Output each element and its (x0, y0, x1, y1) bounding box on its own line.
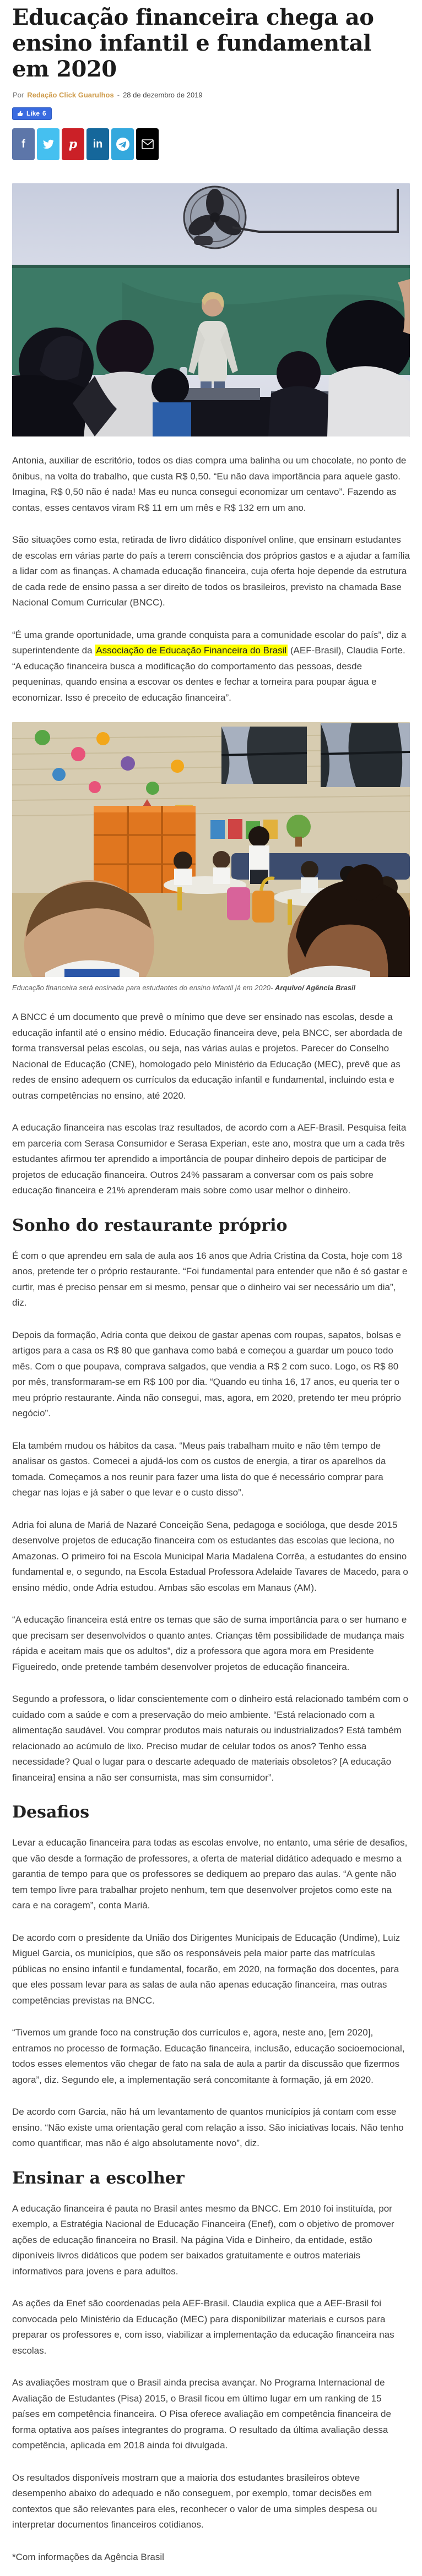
article-paragraph: A BNCC é um documento que prevê o mínimo que deve ser ensinado nas escolas, desde a educação infantil até o ensino médio. Educação financeira deve, pela BNCC, ser abordada de forma transversal pelas escolas, ou seja, nas várias aulas e projetos. Parecer do Conselho Nacional de Educação (CNE), homologado pelo Ministério da Educação (MEC), prevê que as redes de ensino adequem os currículos da educação infantil e fundamental, incluindo esta e outras competências no ensino, até 2020. (12, 1012, 403, 1101)
share-facebook-button[interactable] (12, 128, 35, 160)
article-paragraph: Os resultados disponíveis mostram que a maioria dos estudantes brasileiros obteve desempenho abaixo do adequado e não conseguem, por exemplo, tomar decisões em contextos que são relevantes para eles, reconhecer o valor de uma simples despesa ou interpretar documentos financeiros cotidianos. (12, 2472, 377, 2530)
share-telegram-button[interactable] (111, 128, 134, 160)
share-buttons-row (12, 128, 410, 160)
article-paragraph: De acordo com Garcia, não há um levantamento de quantos municípios já contam com esse ensino. “Não existe uma orientação geral com relação a isso. São iniciativas locais. Não tenho como quantificar, mas não é algo absolutamente novo”, diz. (12, 2106, 404, 2148)
article-paragraph: Levar a educação financeira para todas as escolas envolve, no entanto, uma série de desafios, que vão desde a formação de professores, a oferta de material didático adequado e mesmo a garantia de tempo para que os professores se dediquem ao preparo das aulas. “A gente não tem tempo livre para trabalhar projeto nenhum, tem que desenvolver projetos como este na cara e na coragem”, conta Mariá. (12, 1837, 408, 1911)
section-heading-ensinar: Ensinar a escolher (12, 2168, 185, 2188)
article-paragraph: Antonia, auxiliar de escritório, todos os dias compra uma balinha ou um chocolate, no ponto de ônibus, na volta do trabalho, que custa R$ 0,50. “Eu não dava importância para aquele gasto. Imagina, R$ 0,50 não é nada! Mas eu nunca consegui economizar um centavo”. Fazendo as contas, esses centavos viram R$ 11 em um mês e R$ 132 em um ano. (12, 455, 407, 513)
share-email-button[interactable] (136, 128, 159, 160)
like-count: 6 (42, 110, 46, 117)
kindergarten-children-photo (12, 722, 410, 977)
article-paragraph: São situações como esta, retirada de livro didático disponível online, que ensinam estudantes de escolas em várias parte do país a terem consciência dos próprios gastos e a ajudar a família a lidar com as finanças. A chamada educação financeira, cuja oferta hoje depende da estrutura de cada rede de ensino passa a ser direito de todos os brasileiros, previsto na chamada Base Nacional Comum Curricular (BNCC). (12, 534, 410, 608)
share-twitter-button[interactable] (37, 128, 59, 160)
article-paragraph: As ações da Enef são coordenadas pela AEF-Brasil. Claudia explica que a AEF-Brasil foi convocada pelo Ministério da Educação (MEC) para disponibilizar materiais e cursos para preparar os professores e, com isso, viabilizar a implementação da educação financeira nas escolas. (12, 2298, 394, 2356)
source-footnote: *Com informações da Agência Brasil (12, 2551, 164, 2562)
image-caption (12, 983, 410, 993)
byline (13, 91, 410, 99)
byline-separator: - (117, 91, 120, 99)
article-paragraph-with-link (12, 627, 410, 706)
caption-text: Educação financeira será ensinada para estudantes do ensino infantil já em 2020- (12, 984, 275, 992)
article-paragraph: A educação financeira é pauta no Brasil antes mesmo da BNCC. Em 2010 foi instituída, por exemplo, a Estratégia Nacional de Educação Financeira (Enef), com o objetivo de promover ações de educação financeira no Brasil. Na página Vida e Dinheiro, da entidade, estão diponíveis livros didáticos que podem ser baixados gratuitamente e outros materiais informativos para jovens e para adultos. (12, 2203, 394, 2277)
publish-date: 28 de dezembro de 2019 (123, 91, 203, 99)
article-paragraph: De acordo com o presidente da União dos Dirigentes Municipais de Educação (Undime), Luiz Miguel Garcia, os municípios, que são os responsáveis pela maior parte das matrículas públicas no ensino infantil e fundamental, focarão, em 2020, na formação dos docentes, para que eles possam levar para as salas de aula não apenas educação financeira, mas outras competências previstas na BNCC. (12, 1932, 400, 2006)
quote-text-after: (AEF-Brasil), Claudia Forte. “A educação financeira busca a modificação do comportamento das pessoas, desde pequeninas, quando ensina a escovar os dentes e fechar a torneira para poupar água e economizar. Isso é preceito de educação financeira”. (12, 645, 405, 703)
thumbs-up-icon (17, 110, 24, 117)
article-paragraph: “A educação financeira está entre os temas que são de suma importância para o ser humano e que precisam ser desenvolvidos o quanto antes. Crianças têm possibilidade de mudança mais rápida e aceitam mais que os adultos”, diz a professora que agora mora em Presidente Figueiredo, onde pretende também desenvolver projetos de educação financeira. (12, 1614, 407, 1672)
linkedin-icon: in (93, 138, 103, 150)
article-container (12, 0, 410, 2565)
byline-prefix: Por (13, 91, 24, 99)
author-link[interactable]: Redação Click Guarulhos (27, 91, 114, 99)
share-pinterest-button[interactable] (62, 128, 84, 160)
telegram-icon (116, 137, 130, 151)
like-label: Like (26, 110, 40, 117)
facebook-icon: f (21, 138, 25, 150)
email-icon (142, 139, 154, 149)
section-heading-desafios: Desafios (12, 1803, 90, 1822)
article-paragraph: As avaliações mostram que o Brasil ainda precisa avançar. No Programa Internacional de Avaliação de Estudantes (Pisa) 2015, o Brasil ficou em último lugar em um ranking de 15 países em competência financeira. O Pisa oferece avaliação em competência financeira de forma optativa aos países integrantes do programa. O resultado da última avaliação dessa competência, aplicada em 2018 ainda foi divulgada. (12, 2377, 391, 2451)
facebook-like-row (12, 107, 410, 120)
article-paragraph: “Tivemos um grande foco na construção dos currículos e, agora, neste ano, [em 2020], entramos no processo de formação. Educação financeira, inclusão, educação socioemocional, todos esses elementos vão chegar de fato na sala de aula a partir da discussão que fizermos agora”, diz. Segundo ele, a implementação será concomitante à formação, já em 2020. (12, 2027, 405, 2085)
twitter-icon (43, 139, 54, 150)
page-title: Educação financeira chega ao ensino infantil e fundamental em 2020 (12, 4, 374, 82)
aef-brasil-highlight-link[interactable]: Associação de Educação Financeira do Brasil (96, 645, 287, 656)
section-heading-restaurante: Sonho do restaurante próprio (12, 1215, 288, 1235)
spacer (12, 436, 410, 453)
article-paragraph: A educação financeira nas escolas traz resultados, de acordo com a AEF-Brasil. Pesquisa feita em parceria com Serasa Consumidor e Serasa Experian, este ano, mostra que um a cada três estudantes afirmou ter aprendido a importância de poupar dinheiro depois de participar de projetos de educação financeira. Outros 24% passaram a conversar com os pais sobre educação financeira e 21% aprenderam mais sobre como usar melhor o dinheiro. (12, 1122, 407, 1196)
caption-credit: Arquivo/ Agência Brasil (274, 984, 356, 992)
share-linkedin-button[interactable] (86, 128, 109, 160)
article-paragraph: Ela também mudou os hábitos da casa. “Meus pais trabalham muito e não têm tempo de analisar os gastos. Comecei a ajudá-los com os custos de energia, a tirar os aparelhos da tomada. Começamos a nos reunir para fazer uma lista do que é necessário comprar para chegar nas lojas e já saber o que levar e o custo disso”. (12, 1440, 386, 1498)
article-paragraph: Depois da formação, Adria conta que deixou de gastar apenas com roupas, sapatos, bolsas e artigos para a casa os R$ 80 que ganhava como babá e começou a guardar um pouco todo mês. Com o que poupava, comprava salgados, que vendia a R$ 2 com suco. Logo, os R$ 80 por mês, transformaram-se em R$ 100 por dia. “Quando eu tinha 16, 17 anos, eu queria ter o meu próprio restaurante. Ainda não consegui, mas, agora, em 2020, pretendo ter meu próprio negócio”. (12, 1329, 401, 1418)
facebook-like-button[interactable] (12, 107, 52, 120)
quote-text-before: “É uma grande oportunidade, uma grande conquista para a comunidade escolar do país”, diz a superintendente da (12, 629, 407, 656)
pinterest-icon: p (68, 137, 78, 151)
article-paragraph: É com o que aprendeu em sala de aula aos 16 anos que Adria Cristina da Costa, hoje com 18 anos, pretende ter o próprio restaurante. “Foi fundamental para entender que não é só gastar e curtir, mas é preciso pensar em si mesmo, pensar que o dinheiro vai ser necessário um dia”, diz. (12, 1250, 408, 1308)
classroom-teacher-photo (12, 183, 410, 436)
article-paragraph: Adria foi aluna de Mariá de Nazaré Conceição Sena, pedagoga e socióloga, que desde 2015 desenvolve projetos de educação financeira com os estudantes das escolas que leciona, no Amazonas. O primeiro foi na Escola Municipal Maria Madalena Corrêa, a estudantes do ensino fundamental e, o segundo, na Escola Estadual Professora Adelaide Tavares de Macedo, para o ensino médio, onde Adria estudou. Ambas são escolas em Manaus (AM). (12, 1519, 408, 1593)
article-paragraph: Segundo a professora, o lidar conscientemente com o dinheiro está relacionado também com o cuidado com a saúde e com a preservação do meio ambiente. “Está relacionado com a alimentação saudável. Vou comprar produtos mais naturais ou industrializados? Está também relacionado ao acúmulo de lixo. Preciso mudar de celular todos os anos? Tenho essa necessidade? Qual o lugar para o descarte adequado de materiais obsoletos? [A educação financeira] ensina a não ser consumista, mas sim consumidor”. (12, 1694, 409, 1783)
